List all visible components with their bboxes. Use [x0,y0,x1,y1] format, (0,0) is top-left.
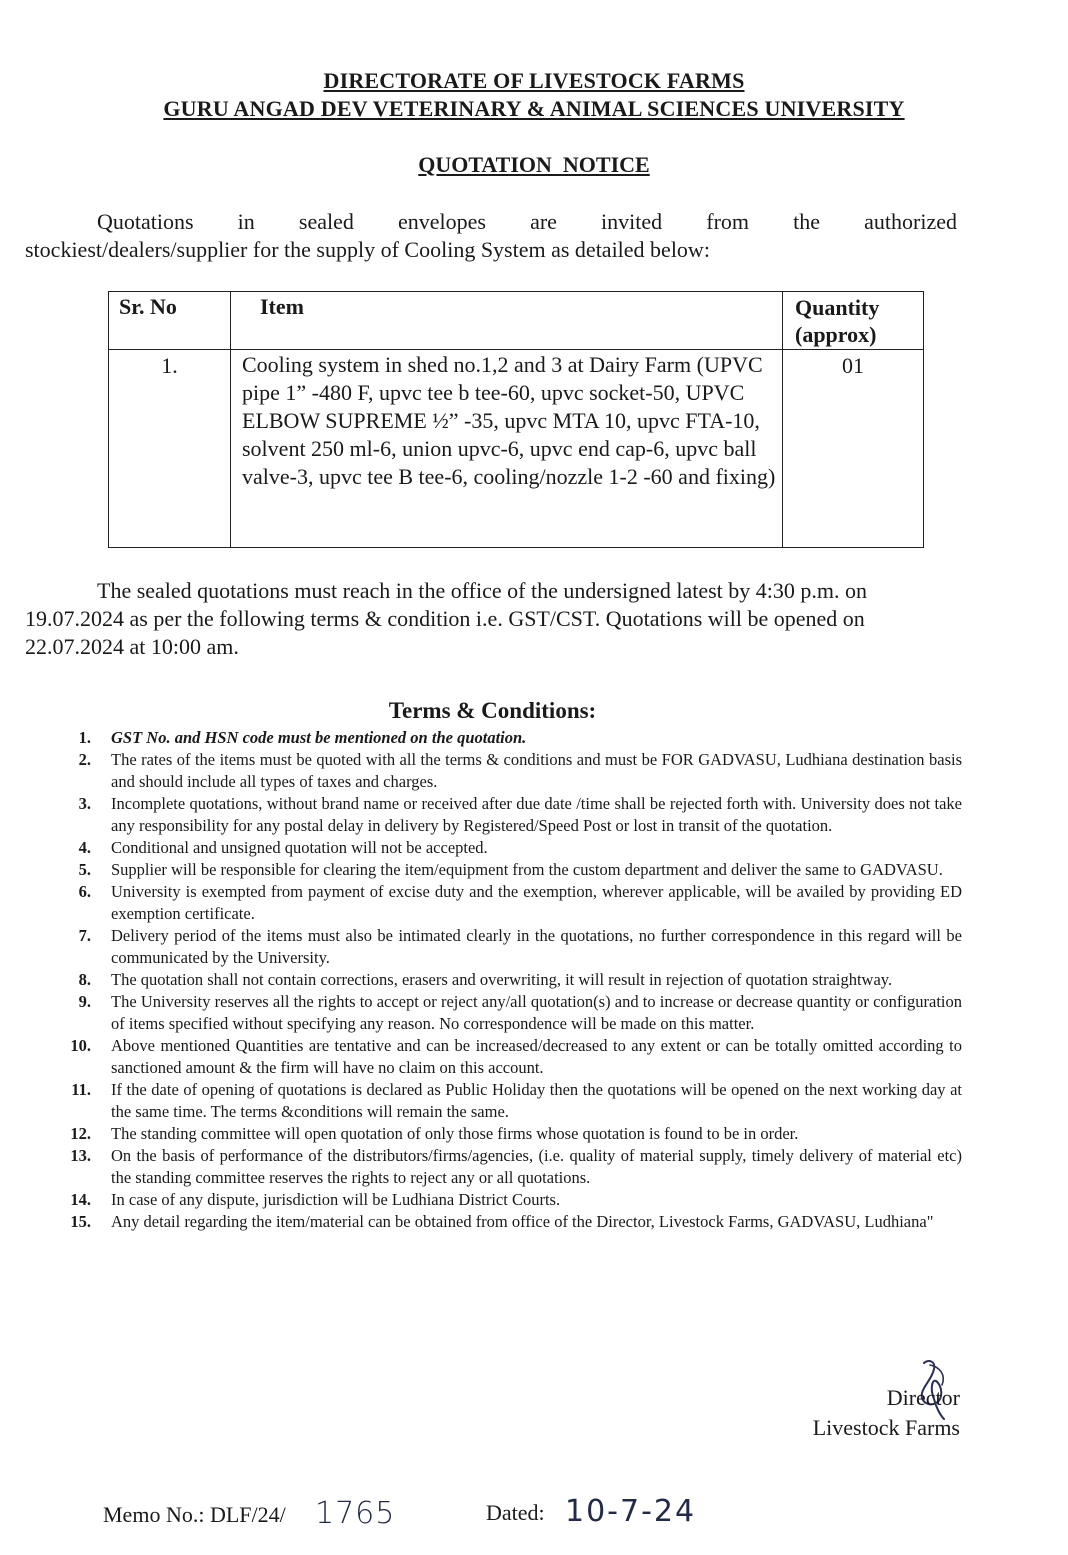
term-item [64,859,962,881]
deadline-line-1: The sealed quotations must reach in the office of the undersigned latest by 4:30 p.m. on [97,578,868,603]
term-number: 10. [70,1036,91,1055]
deadline-line-3: 22.07.2024 at 10:00 am. [25,634,239,659]
term-text: The quotation shall not contain corrections, erasers and overwriting, it will result in rejection of quotation straightway. [111,970,893,989]
header-university: GURU ANGAD DEV VETERINARY & ANIMAL SCIENCES UNIVERSITY [163,96,905,121]
cell-quantity: 01 [783,350,924,548]
col-header-item: Item [231,292,783,350]
term-item [64,881,962,925]
term-number: 11. [71,1080,91,1099]
term-number: 9. [78,992,91,1011]
term-text: Above mentioned Quantities are tentative and can be increased/decreased to any extent or can be totally omitted according to sanctioned amount & the firm will have no claim on this account. [111,1036,962,1077]
term-item [64,793,962,837]
term-number: 13. [70,1146,91,1165]
term-number: 4. [78,838,91,857]
memo-number-handwritten: 1765 [315,1496,396,1531]
intro-line-1 [97,208,957,236]
term-number: 2. [78,750,91,769]
col-header-quantity [783,292,924,350]
term-item [64,727,962,749]
notice-title: QUOTATION NOTICE [418,152,650,177]
term-number: 15. [70,1212,91,1231]
term-text: Incomplete quotations, without brand name or received after due date /time shall be rejected forth with. University does not take any responsibility for any postal delay in delivery by Registered/Speed Post or lost in transit of the quotation. [111,794,962,835]
term-number: 8. [78,970,91,989]
term-text: Supplier will be responsible for clearing the item/equipment from the custom department and deliver the same to GADVASU. [111,860,943,879]
term-item [64,1145,962,1189]
term-number: 6. [78,882,91,901]
deadline-line-2: 19.07.2024 as per the following terms & condition i.e. GST/CST. Quotations will be opened on [25,606,865,631]
term-text: Any detail regarding the item/material can be obtained from office of the Director, Livestock Farms, GADVASU, Ludhiana" [111,1212,934,1231]
term-item [64,1189,962,1211]
term-item [64,925,962,969]
term-item [64,969,962,991]
term-number: 1. [78,728,91,747]
intro-word: from [706,209,750,234]
table-header-row [109,292,924,350]
intro-word: are [530,209,557,234]
intro-line-2: stockiest/dealers/supplier for the supply of Cooling System as detailed below: [25,237,710,262]
approx-label: (approx) [795,322,877,347]
term-text: The University reserves all the rights to accept or reject any/all quotation(s) and to increase or decrease quantity or configuration of items specified without specifying any reason. No correspondence will be made on this matter. [111,992,962,1033]
term-item [64,1123,962,1145]
quantity-label: Quantity [795,295,880,320]
intro-word: Quotations [97,209,194,234]
term-text: In case of any dispute, jurisdiction will be Ludhiana District Courts. [111,1190,561,1209]
term-text: If the date of opening of quotations is declared as Public Holiday then the quotations will be opened on the next working day at the same time. The terms &conditions will remain the same. [111,1080,962,1121]
term-text: On the basis of performance of the distributors/firms/agencies, (i.e. quality of material supply, timely delivery of material etc) the standing committee reserves the rights to reject any or all quotations. [111,1146,962,1187]
term-text: Delivery period of the items must also be intimated clearly in the quotations, no further correspondence in this regard will be communicated by the University. [111,926,962,967]
signatory-block [813,1383,960,1443]
term-item [64,1211,962,1233]
items-table [108,291,924,548]
term-item [64,1035,962,1079]
cell-sr-no: 1. [109,350,231,548]
term-item [64,991,962,1035]
term-item [64,1079,962,1123]
term-item [64,837,962,859]
terms-title: Terms & Conditions: [388,698,597,723]
signatory-office: Livestock Farms [812,1415,960,1440]
term-text: GST No. and HSN code must be mentioned on the quotation. [111,728,527,747]
intro-word: invited [601,209,663,234]
term-text: Conditional and unsigned quotation will not be accepted. [111,838,488,857]
date-handwritten: 10-7-24 [565,1494,697,1529]
term-number: 14. [70,1190,91,1209]
cell-item-description: Cooling system in shed no.1,2 and 3 at Dairy Farm (UPVC pipe 1” -480 F, upvc tee b tee-60, upvc socket-50, UPVC ELBOW SUPREME ½” -35, upvc MTA 10, upvc FTA-10, solvent 250 ml-6, union upvc-6, upvc end cap-6, upvc ball valve-3, upvc tee B tee-6, cooling/nozzle 1-2 -60 and fixing) [231,350,783,548]
term-number: 5. [78,860,91,879]
terms-list [64,727,962,1233]
col-header-sr-no: Sr. No [109,292,231,350]
memo-label: Memo No.: DLF/24/ [103,1502,286,1527]
term-number: 3. [78,794,91,813]
term-text: The rates of the items must be quoted with all the terms & conditions and must be FOR GADVASU, Ludhiana destination basis and should include all types of taxes and charges. [111,750,962,791]
term-item [64,749,962,793]
term-number: 12. [70,1124,91,1143]
dated-label: Dated: [486,1500,545,1525]
term-text: The standing committee will open quotation of only those firms whose quotation is found to be in order. [111,1124,799,1143]
intro-word: the [793,209,821,234]
term-number: 7. [78,926,91,945]
table-row [109,350,924,548]
intro-word: envelopes [397,209,486,234]
signatory-title: Director [886,1385,960,1410]
header-directorate: DIRECTORATE OF LIVESTOCK FARMS [323,68,745,93]
intro-word: sealed [298,209,354,234]
intro-word: in [237,209,255,234]
term-text: University is exempted from payment of excise duty and the exemption, wherever applicable, will be availed by providing ED exemption certificate. [111,882,962,923]
intro-word: authorized [864,209,957,234]
